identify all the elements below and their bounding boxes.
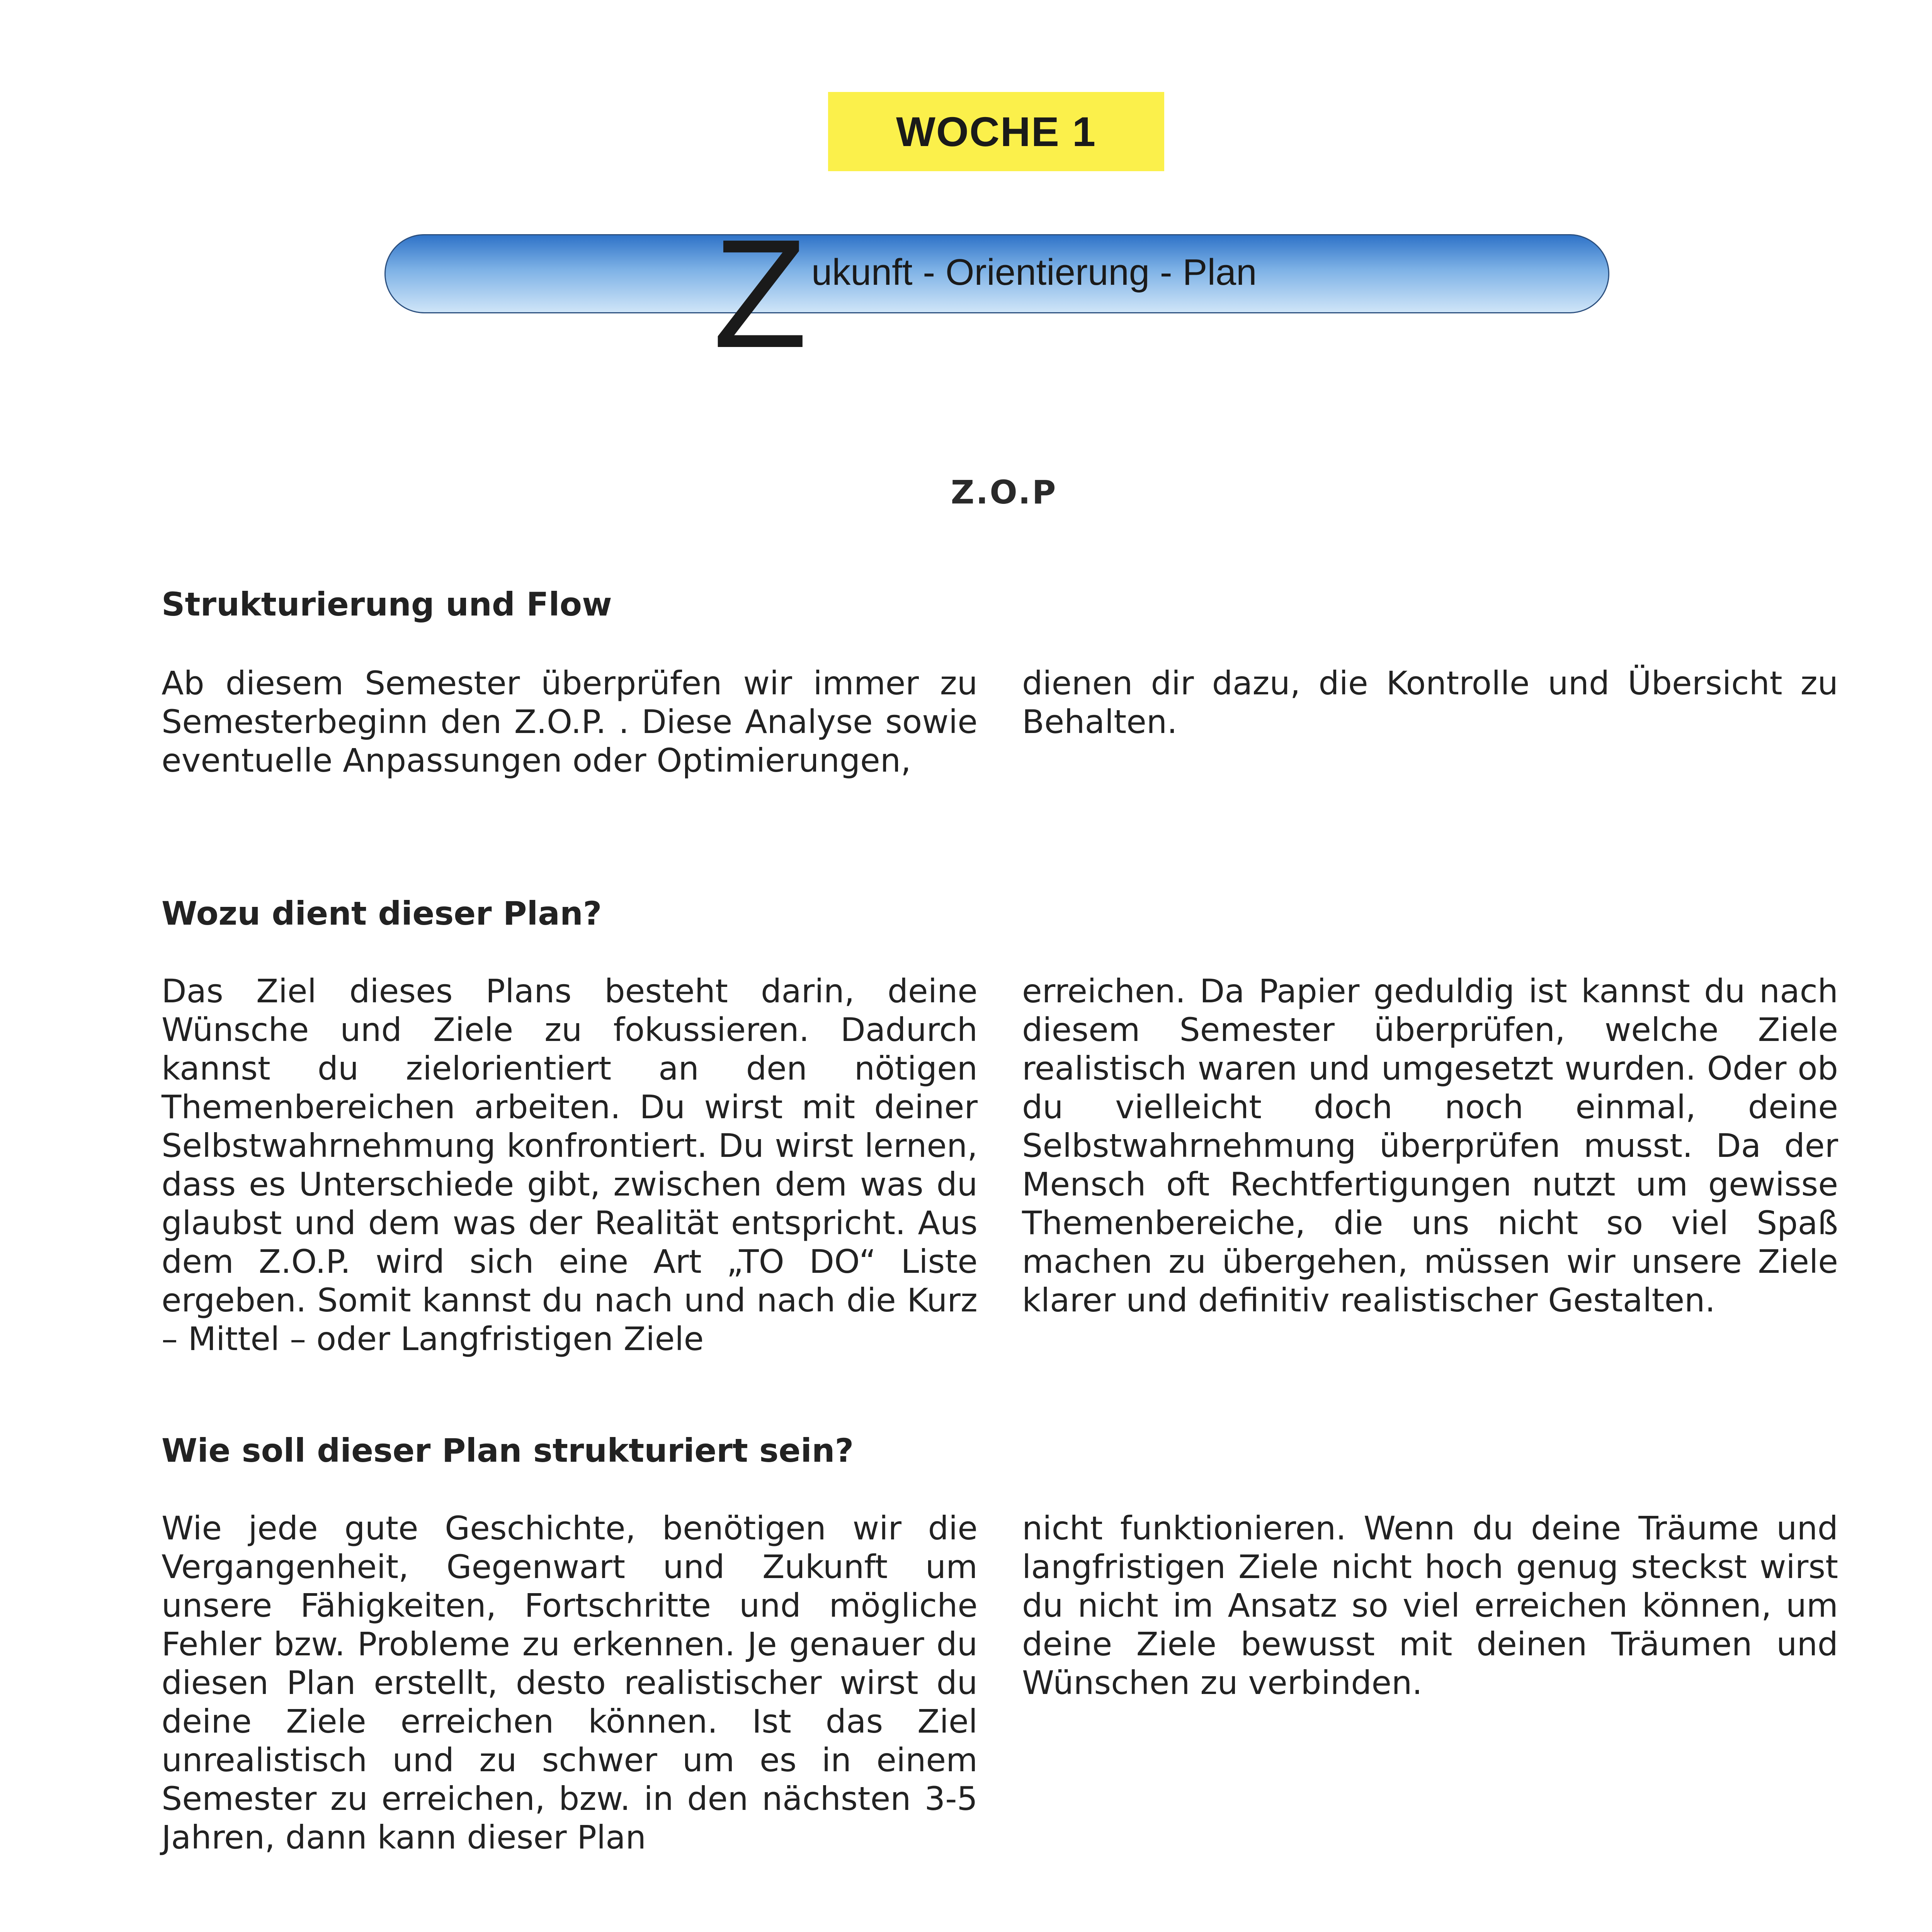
title-text: ukunft - Orientierung - Plan	[811, 252, 1257, 293]
section-text-left: Ab diesem Semester überprüfen wir immer zu Semesterbeginn den Z.O.P. . Diese Analyse sowie eventuelle Anpassungen oder Optimierungen,	[162, 664, 978, 779]
section-text-right: nicht funktionieren. Wenn du deine Träume und langfristigen Ziele nicht hoch genug steckst wirst du nicht im Ansatz so viel erreichen können, um deine Ziele bewusst mit deinen Träumen und Wünschen zu verbinden.	[1022, 1509, 1838, 1702]
section-text-left: Das Ziel dieses Plans besteht darin, deine Wünsche und Ziele zu fokussieren. Dadurch kannst du zielorientiert an den nötigen Themenbereichen arbeiten. Du wirst mit deiner Selbstwahrnehmung konfrontiert. Du wirst lernen, dass es Unterschiede gibt, zwischen dem was du glaubst und dem was der Realität entspricht. Aus dem Z.O.P. wird sich eine Art „TO DO“ Liste ergeben. Somit kannst du nach und nach die Kurz – Mittel – oder Langfristigen Ziele	[162, 972, 978, 1358]
title-initial: Z	[713, 207, 808, 380]
section-text-right: erreichen. Da Papier geduldig ist kannst du nach diesem Semester überprüfen, welche Ziele realistisch waren und umgesetzt wurden. Oder ob du vielleicht doch noch einmal, deine Selbstwahrnehmung überprüfen musst. Da der Mensch oft Rechtfertigungen nutzt um gewisse Themenbereiche, die uns nicht so viel Spaß machen zu übergehen, müssen wir unsere Ziele klarer und definitiv realistischer Gestalten.	[1022, 972, 1838, 1319]
section-title: Wie soll dieser Plan strukturiert sein?	[162, 1432, 854, 1469]
section-title: Strukturierung und Flow	[162, 585, 612, 623]
week-badge: WOCHE 1	[828, 92, 1164, 171]
page-title: Z.O.P	[951, 473, 1058, 511]
section-title: Wozu dient dieser Plan?	[162, 895, 602, 932]
section-text-left: Wie jede gute Geschichte, benötigen wir die Vergangenheit, Gegenwart und Zukunft um unsere Fähigkeiten, Fortschritte und mögliche Fehler bzw. Probleme zu erkennen. Je genauer du diesen Plan erstellt, desto realistischer wirst du deine Ziele erreichen können. Ist das Ziel unrealistisch und zu schwer um es in einem Semester zu erreichen, bzw. in den nächsten 3-5 Jahren, dann kann dieser Plan	[162, 1509, 978, 1856]
section-text-right: dienen dir dazu, die Kontrolle und Übersicht zu Behalten.	[1022, 664, 1838, 741]
